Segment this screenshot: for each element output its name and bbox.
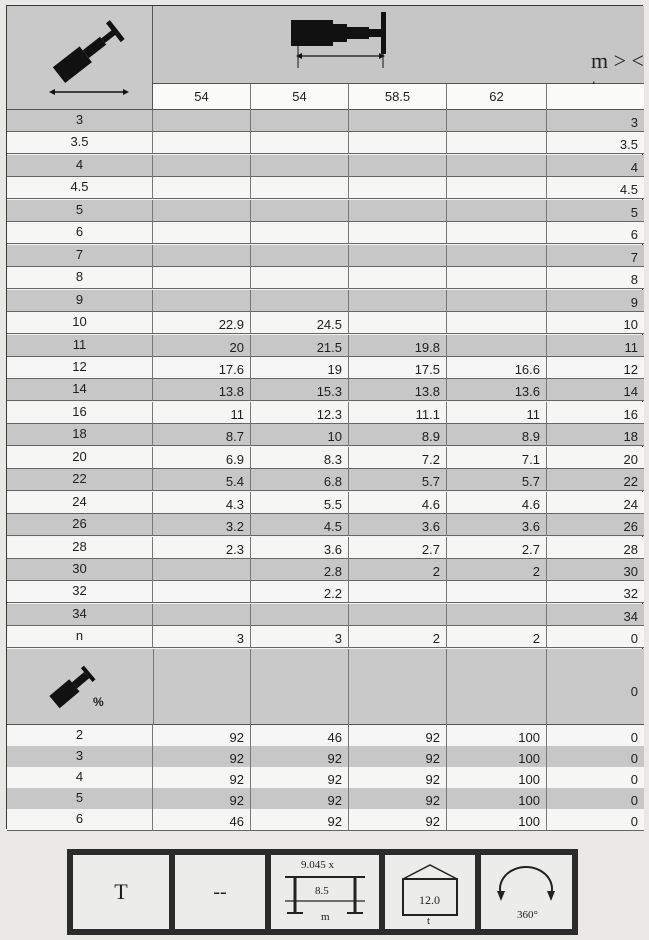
capacity-cell xyxy=(251,604,349,626)
table-row xyxy=(7,379,644,401)
row-label: 16 xyxy=(7,402,153,424)
crane-boom-radius-icon xyxy=(7,6,153,110)
capacity-cell: 8 xyxy=(630,272,638,288)
table-row xyxy=(7,788,644,810)
capacity-cell: 26 xyxy=(623,519,638,535)
table-row xyxy=(7,559,644,581)
row-label: 6 xyxy=(7,809,153,831)
capacity-cell: 100 xyxy=(447,809,547,831)
capacity-cell: 0 xyxy=(630,772,638,787)
capacity-cell: 28 xyxy=(623,541,638,557)
table-row xyxy=(7,110,644,132)
table-row xyxy=(7,312,644,334)
capacity-cell: 100 xyxy=(447,725,547,747)
capacity-cell: 2 xyxy=(447,626,547,648)
capacity-cell xyxy=(349,222,447,244)
capacity-cell: 92 xyxy=(349,767,447,789)
extension-header-cell xyxy=(447,649,547,725)
row-label: n xyxy=(7,626,153,648)
capacity-cell: 100 xyxy=(447,788,547,810)
slew-tile xyxy=(481,855,572,929)
capacity-cell: 6.9 xyxy=(153,447,251,469)
capacity-cell: 15.3 xyxy=(251,379,349,401)
table-row xyxy=(7,245,644,267)
capacity-cell: 100 xyxy=(447,746,547,768)
capacity-cell xyxy=(447,290,547,312)
table-row xyxy=(7,335,644,357)
table-row xyxy=(7,424,644,446)
capacity-cell xyxy=(349,267,447,289)
capacity-cell: 8.9 xyxy=(349,424,447,446)
slew-value: 360° xyxy=(517,909,538,921)
row-label: 9 xyxy=(7,290,153,312)
capacity-cell: 18 xyxy=(623,429,638,445)
counterweight-value: 12.0 xyxy=(419,893,440,907)
capacity-cell: 10 xyxy=(251,424,349,446)
capacity-cell xyxy=(447,312,547,334)
capacity-cell xyxy=(153,267,251,289)
capacity-cell xyxy=(251,245,349,267)
capacity-cell: 100 xyxy=(447,767,547,789)
capacity-cell: 22.9 xyxy=(153,312,251,334)
capacity-cell: 92 xyxy=(251,788,349,810)
row-label: 32 xyxy=(7,581,153,603)
outrigger-unit: m xyxy=(321,911,330,923)
percent-label: % xyxy=(93,695,104,709)
table-row xyxy=(7,537,644,559)
capacity-cell: 92 xyxy=(153,746,251,768)
capacity-cell xyxy=(153,559,251,581)
capacity-cell: 5.4 xyxy=(153,469,251,491)
table-row xyxy=(7,809,644,831)
capacity-cell: 2.3 xyxy=(153,537,251,559)
capacity-cell xyxy=(349,581,447,603)
capacity-cell xyxy=(251,177,349,199)
capacity-cell: 92 xyxy=(251,767,349,789)
capacity-cell xyxy=(447,177,547,199)
capacity-cell xyxy=(251,110,349,132)
boom-length-cell: 54 xyxy=(251,84,349,110)
capacity-cell: 46 xyxy=(153,809,251,831)
capacity-cell xyxy=(447,581,547,603)
capacity-cell: 92 xyxy=(251,809,349,831)
row-label: 14 xyxy=(7,379,153,401)
row-label: 4 xyxy=(7,767,153,789)
capacity-cell xyxy=(349,110,447,132)
capacity-cell xyxy=(349,604,447,626)
row-label: 12 xyxy=(7,357,153,379)
row-label: 7 xyxy=(7,245,153,267)
capacity-cell: 92 xyxy=(153,767,251,789)
capacity-cell: 20 xyxy=(153,335,251,357)
capacity-cell: 8.9 xyxy=(447,424,547,446)
row-label: 18 xyxy=(7,424,153,446)
capacity-cell: 17.6 xyxy=(153,357,251,379)
table-row xyxy=(7,604,644,626)
row-label: 10 xyxy=(7,312,153,334)
row-label: 3.5 xyxy=(7,132,153,154)
capacity-cell xyxy=(153,245,251,267)
capacity-cell: 3.2 xyxy=(153,514,251,536)
table-row xyxy=(7,447,644,469)
outrigger-inner: 8.5 xyxy=(315,885,329,897)
capacity-cell: 7.2 xyxy=(349,447,447,469)
capacity-cell: 2.8 xyxy=(251,559,349,581)
counterweight-unit: t xyxy=(427,915,431,927)
capacity-cell: 8.3 xyxy=(251,447,349,469)
capacity-cell: 4.5 xyxy=(619,182,638,198)
capacity-cell xyxy=(447,267,547,289)
capacity-cell: 12.3 xyxy=(251,402,349,424)
capacity-cell: 22 xyxy=(623,474,638,490)
capacity-cell: 30 xyxy=(623,564,638,579)
table-row xyxy=(7,357,644,379)
row-label: 6 xyxy=(7,222,153,244)
capacity-cell xyxy=(251,155,349,177)
row-label: 4 xyxy=(7,155,153,177)
table-row xyxy=(7,469,644,491)
row-label: 5 xyxy=(7,200,153,222)
row-label: 8 xyxy=(7,267,153,289)
capacity-cell xyxy=(447,132,547,154)
capacity-cell: 2.7 xyxy=(447,537,547,559)
tile-dash: -- xyxy=(175,855,265,929)
row-label: 5 xyxy=(7,788,153,810)
telescope-extension-icon xyxy=(7,649,153,725)
capacity-cell: 21.5 xyxy=(251,335,349,357)
capacity-cell: 10 xyxy=(623,317,638,333)
capacity-cell: 16 xyxy=(623,406,638,422)
table-row xyxy=(7,725,644,747)
capacity-cell: 11 xyxy=(624,339,638,355)
row-label: 20 xyxy=(7,447,153,469)
capacity-cell xyxy=(349,312,447,334)
capacity-cell: 0 xyxy=(630,814,638,829)
capacity-cell xyxy=(447,222,547,244)
capacity-cell: 3 xyxy=(630,115,638,130)
row-label: 26 xyxy=(7,514,153,536)
capacity-cell: 9 xyxy=(630,294,638,310)
capacity-cell: 5.7 xyxy=(447,469,547,491)
capacity-cell: 4.3 xyxy=(153,492,251,514)
table-row xyxy=(7,222,644,244)
counterweight-tile xyxy=(385,855,475,929)
capacity-cell: 2 xyxy=(349,559,447,581)
table-row xyxy=(7,290,644,312)
table-row xyxy=(7,200,644,222)
capacity-cell xyxy=(153,200,251,222)
capacity-cell: 92 xyxy=(153,725,251,747)
capacity-cell xyxy=(251,290,349,312)
boom-length-cell: 62 xyxy=(447,84,547,110)
capacity-cell: 3.5 xyxy=(619,137,638,153)
row-label: 3 xyxy=(7,746,153,768)
capacity-cell xyxy=(349,200,447,222)
capacity-cell: 92 xyxy=(153,788,251,810)
capacity-cell: 46 xyxy=(251,725,349,747)
capacity-cell: 11.1 xyxy=(349,402,447,424)
radius-header xyxy=(7,6,153,110)
capacity-cell: 5.5 xyxy=(251,492,349,514)
capacity-cell xyxy=(447,245,547,267)
capacity-cell xyxy=(251,222,349,244)
capacity-cell: 92 xyxy=(349,809,447,831)
capacity-cell: 6.8 xyxy=(251,469,349,491)
row-label: 3 xyxy=(7,110,153,132)
capacity-cell: 24 xyxy=(623,496,638,512)
capacity-cell: 11 xyxy=(447,402,547,424)
capacity-cell xyxy=(349,177,447,199)
table-row xyxy=(7,402,644,424)
extension-header-cell xyxy=(251,649,349,725)
capacity-cell: 0 xyxy=(630,751,638,766)
capacity-cell: 0 xyxy=(630,631,638,647)
capacity-cell: 32 xyxy=(623,586,638,602)
capacity-cell: 4.6 xyxy=(349,492,447,514)
table-row xyxy=(7,155,644,177)
capacity-cell xyxy=(349,155,447,177)
capacity-cell xyxy=(349,245,447,267)
capacity-cell: 8.7 xyxy=(153,424,251,446)
capacity-cell: 2.7 xyxy=(349,537,447,559)
capacity-cell: 4 xyxy=(630,159,638,175)
capacity-cell xyxy=(153,222,251,244)
capacity-cell: 13.8 xyxy=(349,379,447,401)
capacity-cell: 20 xyxy=(623,451,638,467)
capacity-cell: 92 xyxy=(349,725,447,747)
capacity-cell xyxy=(251,132,349,154)
row-label: 4.5 xyxy=(7,177,153,199)
capacity-cell xyxy=(447,604,547,626)
capacity-cell xyxy=(153,290,251,312)
table-row xyxy=(7,746,644,768)
boom-length-cell: 58.5 xyxy=(349,84,447,110)
row-label: 34 xyxy=(7,604,153,626)
capacity-cell: 17.5 xyxy=(349,357,447,379)
capacity-cell: 14 xyxy=(623,384,638,400)
extension-header-row xyxy=(7,649,644,725)
capacity-cell: 2.2 xyxy=(251,581,349,603)
table-row xyxy=(7,132,644,154)
capacity-cell xyxy=(447,155,547,177)
capacity-cell xyxy=(251,200,349,222)
table-row xyxy=(7,177,644,199)
capacity-cell: 5.7 xyxy=(349,469,447,491)
boom-length-cell: 54 xyxy=(153,84,251,110)
unit-label: m > < xyxy=(591,48,644,73)
capacity-cell: 2 xyxy=(447,559,547,581)
capacity-cell: 92 xyxy=(349,746,447,768)
row-label: 24 xyxy=(7,492,153,514)
table-row xyxy=(7,581,644,603)
capacity-cell: 92 xyxy=(349,788,447,810)
capacity-cell xyxy=(153,155,251,177)
boom-length-icon xyxy=(153,6,644,84)
table-row xyxy=(7,514,644,536)
table-row xyxy=(7,767,644,789)
extension-header-cell: 0 xyxy=(630,684,638,699)
capacity-cell xyxy=(349,290,447,312)
table-row xyxy=(7,492,644,514)
boom-length-cell xyxy=(547,84,644,110)
capacity-cell xyxy=(153,581,251,603)
row-label: 22 xyxy=(7,469,153,491)
capacity-cell: 19.8 xyxy=(349,335,447,357)
capacity-cell: 6 xyxy=(630,227,638,243)
capacity-cell xyxy=(447,335,547,357)
configuration-strip xyxy=(67,849,578,935)
capacity-cell: 13.8 xyxy=(153,379,251,401)
capacity-cell xyxy=(251,267,349,289)
capacity-cell: 3.6 xyxy=(349,514,447,536)
capacity-cell: 16.6 xyxy=(447,357,547,379)
row-label: 11 xyxy=(7,335,153,357)
capacity-cell: 4.5 xyxy=(251,514,349,536)
capacity-cell: 92 xyxy=(251,746,349,768)
capacity-cell xyxy=(153,110,251,132)
capacity-cell: 7.1 xyxy=(447,447,547,469)
capacity-cell: 24.5 xyxy=(251,312,349,334)
tile-t: T xyxy=(73,855,169,929)
table-row xyxy=(7,626,644,648)
boom-length-row xyxy=(153,84,644,110)
table-row xyxy=(7,267,644,289)
capacity-cell xyxy=(447,200,547,222)
capacity-cell: 11 xyxy=(153,402,251,424)
extension-header-cell xyxy=(349,649,447,725)
boom-length-header xyxy=(153,6,644,84)
capacity-cell: 0 xyxy=(630,730,638,745)
capacity-cell: 7 xyxy=(630,249,638,265)
outrigger-tile xyxy=(271,855,379,929)
capacity-cell xyxy=(447,110,547,132)
capacity-cell: 19 xyxy=(251,357,349,379)
capacity-cell xyxy=(153,604,251,626)
capacity-cell: 12 xyxy=(623,361,638,377)
capacity-cell: 0 xyxy=(630,793,638,808)
capacity-cell: 3 xyxy=(153,626,251,648)
extension-header-cell xyxy=(153,649,251,725)
capacity-cell: 5 xyxy=(630,204,638,220)
capacity-cell: 3.6 xyxy=(251,537,349,559)
capacity-cell xyxy=(153,132,251,154)
outrigger-width: 9.045 x xyxy=(301,859,334,871)
row-label: 30 xyxy=(7,559,153,581)
capacity-cell: 3.6 xyxy=(447,514,547,536)
capacity-cell xyxy=(349,132,447,154)
capacity-cell: 34 xyxy=(623,608,638,624)
load-chart-table xyxy=(6,5,643,829)
capacity-cell: 13.6 xyxy=(447,379,547,401)
capacity-cell: 3 xyxy=(251,626,349,648)
capacity-cell: 4.6 xyxy=(447,492,547,514)
capacity-cell: 2 xyxy=(349,626,447,648)
capacity-cell xyxy=(153,177,251,199)
row-label: 2 xyxy=(7,725,153,747)
row-label: 28 xyxy=(7,537,153,559)
